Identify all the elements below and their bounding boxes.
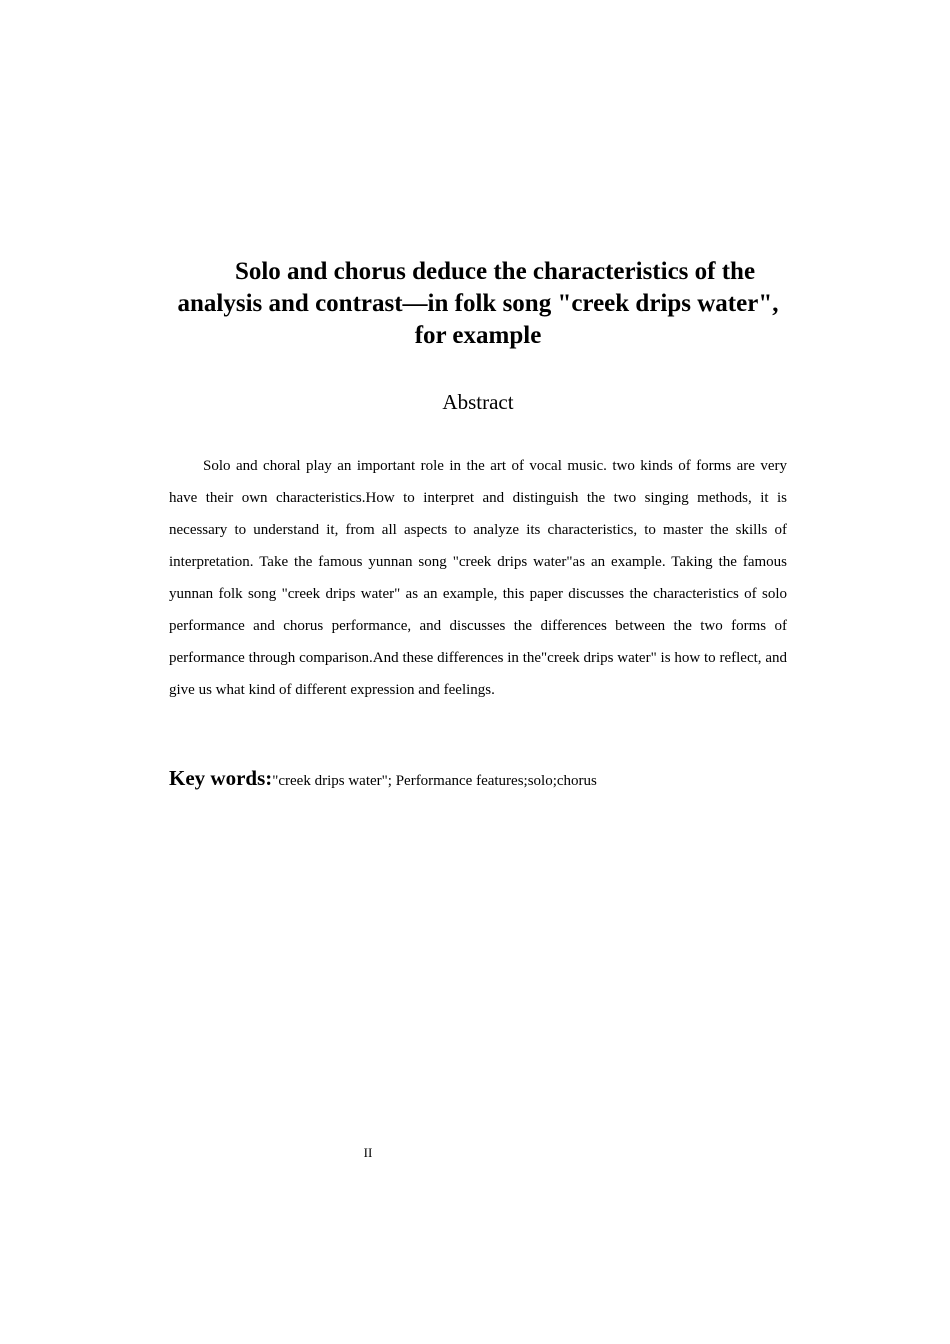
abstract-paragraph: Solo and choral play an important role in the art of vocal music. two kinds of forms are very have their own characteristics.How to interpret and distinguish the two singing methods, it is necessary to understand it, from all aspects to analyze its characteristics, to master the skills of interpretation. Take the famous yunnan song "creek drips water"as an example. Taking the famous yunnan folk song "creek drips water" as an example, this paper discusses the characteristics of solo performance and chorus performance, and discusses the differences between the two forms of performance through comparison.And these differences in the"creek drips water" is how to reflect, and give us what kind of different expression and feelings. — [169, 458, 787, 698]
abstract-heading: Abstract — [442, 390, 514, 414]
keywords-label: Key words: — [169, 766, 273, 790]
paper-title: Solo and chorus deduce the characteristics of the analysis and contrast—in folk song "creek drips water", for example — [177, 258, 779, 349]
keywords-text: "creek drips water"; Performance features;solo;chorus — [272, 773, 597, 789]
keywords-line — [169, 762, 787, 797]
page-number: II — [363, 1145, 373, 1160]
